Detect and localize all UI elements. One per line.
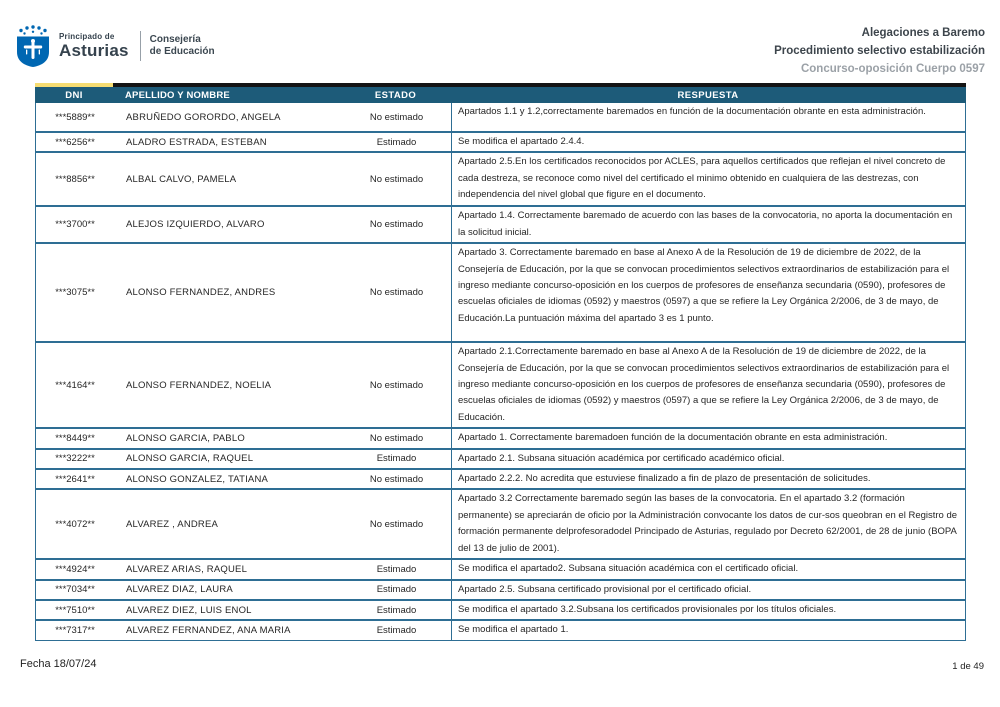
- respuesta-cell: Apartado 1.4. Correctamente baremado de acuerdo con las bases de la convocatoria, no aporta la documentación en la solicitud inicial.: [451, 207, 965, 242]
- estado-cell: Estimado: [376, 625, 417, 637]
- dni-cell: ***7510**: [55, 604, 95, 616]
- table-row: [36, 429, 965, 449]
- table-body: [35, 103, 966, 641]
- dni-cell: ***8449**: [55, 432, 95, 444]
- asturias-logo: [15, 24, 215, 68]
- respuesta-cell: Apartados 1.1 y 1.2,correctamente baremados en función de la documentación obrante en esta administración.: [451, 103, 965, 131]
- nombre-cell: ALONSO GARCIA, PABLO: [126, 432, 245, 444]
- table-row: [36, 153, 965, 207]
- estado-cell: No estimado: [369, 287, 424, 299]
- respuesta-cell: Apartado 2.1.Correctamente baremado en base al Anexo A de la Resolución de 19 de diciembre de 2022, de la Consejería de Educación, por la que se convocan procedimientos selectivos extraordinarios de estabilización para el ingreso mediante concurso-oposición en los cuerpos de profesores de enseñanza secundaria (0590), profesores de escuelas oficiales de idiomas (0592) y maestros (0597) a que se refiere la Ley Orgánica 2/2006, de 3 de mayo, de Educación.: [451, 343, 965, 427]
- dni-cell: ***2641**: [55, 473, 95, 485]
- col-header-respuesta: RESPUESTA: [677, 89, 739, 101]
- col-header-nombre: APELLIDO Y NOMBRE: [125, 89, 230, 101]
- table-row: [36, 343, 965, 429]
- nombre-cell: ALONSO GARCIA, RAQUEL: [126, 453, 254, 465]
- table-top-stripe: [35, 83, 966, 87]
- asturias-shield-icon: [15, 24, 51, 68]
- dni-cell: ***6256**: [55, 136, 95, 148]
- estado-cell: Estimado: [376, 563, 417, 575]
- stripe-yellow: [35, 83, 113, 87]
- nombre-cell: ALONSO FERNANDEZ, ANDRES: [126, 287, 276, 299]
- respuesta-cell: Se modifica el apartado 2.4.4.: [451, 133, 965, 151]
- doc-subtitle-secondary: Concurso-oposición Cuerpo 0597: [800, 63, 985, 75]
- table-row: [36, 490, 965, 560]
- footer-fecha: Fecha 18/07/24: [20, 658, 97, 670]
- respuesta-cell: Apartado 2.5. Subsana certificado provisional por el certificado oficial.: [451, 581, 965, 599]
- estado-cell: Estimado: [376, 584, 417, 596]
- col-header-dni: DNI: [65, 89, 83, 101]
- alegaciones-table: [35, 83, 966, 641]
- table-row: [36, 133, 965, 153]
- nombre-cell: ALVAREZ DIEZ, LUIS ENOL: [126, 604, 252, 616]
- nombre-cell: ABRUÑEDO GORORDO, ANGELA: [126, 111, 281, 123]
- estado-cell: Estimado: [376, 136, 417, 148]
- nombre-cell: ALONSO FERNANDEZ, NOELIA: [126, 379, 272, 391]
- respuesta-cell: Se modifica el apartado 1.: [451, 621, 965, 639]
- col-header-estado: ESTADO: [374, 89, 417, 101]
- stripe-black: [113, 83, 966, 87]
- document-titles: [774, 24, 985, 78]
- dni-cell: ***5889**: [55, 111, 95, 123]
- logo-org-small: Principado de: [59, 32, 115, 41]
- dni-cell: ***8856**: [55, 173, 95, 185]
- respuesta-cell: Apartado 2.2.2. No acredita que estuviese finalizado a fin de plazo de presentación de solicitudes.: [451, 470, 965, 488]
- estado-cell: Estimado: [376, 604, 417, 616]
- estado-cell: No estimado: [369, 518, 424, 530]
- estado-cell: No estimado: [369, 111, 424, 123]
- estado-cell: No estimado: [369, 432, 424, 444]
- doc-title: Alegaciones a Baremo: [861, 27, 985, 39]
- dni-cell: ***4924**: [55, 563, 95, 575]
- estado-cell: Estimado: [376, 453, 417, 465]
- nombre-cell: ALONSO GONZALEZ, TATIANA: [126, 473, 269, 485]
- table-header-row: [35, 87, 966, 103]
- nombre-cell: ALBAL CALVO, PAMELA: [126, 173, 237, 185]
- dni-cell: ***3700**: [55, 219, 95, 231]
- respuesta-cell: Se modifica el apartado2. Subsana situación académica con el certificado oficial.: [451, 560, 965, 578]
- estado-cell: No estimado: [369, 173, 424, 185]
- nombre-cell: ALVAREZ DIAZ, LAURA: [126, 584, 233, 596]
- table-row: [36, 560, 965, 580]
- respuesta-cell: Se modifica el apartado 3.2.Subsana los certificados provisionales por los títulos oficiales.: [451, 601, 965, 619]
- respuesta-cell: Apartado 2.5.En los certificados reconocidos por ACLES, para aquellos certificados que reflejan el nivel concreto de cada destreza, se reconoce como nivel del certificado el minimo obtenido en cualquiera de las destrezas, con independencia del nivel global que figure en el documento.: [451, 153, 965, 205]
- respuesta-cell: Apartado 1. Correctamente baremadoen función de la documentación obrante en esta administración.: [451, 429, 965, 447]
- table-row: [36, 450, 965, 470]
- respuesta-cell: Apartado 3.2 Correctamente baremado según las bases de la convocatoria. En el apartado 3.2 (formación permanente) se apreciarán de oficio por la Administración convocante los datos de cur-sos queobran en el Registro de formación permanente delprofesoradodel Principado de Asturias, regulado por Decreto 62/2001, de 28 de junio (BOPA del 13 de julio de 2001).: [451, 490, 965, 558]
- doc-subtitle: Procedimiento selectivo estabilización: [774, 45, 985, 57]
- estado-cell: No estimado: [369, 379, 424, 391]
- table-row: [36, 470, 965, 490]
- logo-dept-line2: de Educación: [149, 46, 215, 57]
- logo-org-name: Asturias: [59, 41, 129, 60]
- nombre-cell: ALVAREZ ARIAS, RAQUEL: [126, 563, 248, 575]
- table-row: [36, 601, 965, 621]
- respuesta-cell: Apartado 3. Correctamente baremado en base al Anexo A de la Resolución de 19 de diciembre de 2022, de la Consejería de Educación, por la que se convocan procedimientos selectivos extraordinarios de estabilización para el ingreso mediante concurso-oposición en los cuerpos de profesores de enseñanza secundaria (0590), profesores de escuelas oficiales de idiomas (0592) y maestros (0597) a que se refiere la Ley Orgánica 2/2006, de 3 de mayo, de Educación.La puntuación máxima del apartado 3 es 1 punto.: [451, 244, 965, 341]
- footer-page-number: 1 de 49: [952, 661, 984, 672]
- dni-cell: ***4164**: [55, 379, 95, 391]
- table-row: [36, 207, 965, 244]
- dni-cell: ***3075**: [55, 287, 95, 299]
- nombre-cell: ALADRO ESTRADA, ESTEBAN: [126, 136, 267, 148]
- logo-divider: [140, 31, 141, 61]
- estado-cell: No estimado: [369, 219, 424, 231]
- logo-dept-line1: Consejería: [149, 33, 201, 45]
- dni-cell: ***7034**: [55, 584, 95, 596]
- nombre-cell: ALVAREZ FERNANDEZ, ANA MARIA: [126, 625, 291, 637]
- dni-cell: ***7317**: [55, 625, 95, 637]
- table-row: [36, 103, 965, 133]
- table-row: [36, 621, 965, 639]
- nombre-cell: ALEJOS IZQUIERDO, ALVARO: [126, 219, 265, 231]
- dni-cell: ***3222**: [55, 453, 95, 465]
- nombre-cell: ALVAREZ , ANDREA: [126, 518, 219, 530]
- respuesta-cell: Apartado 2.1. Subsana situación académica por certificado académico oficial.: [451, 450, 965, 468]
- table-row: [36, 581, 965, 601]
- dni-cell: ***4072**: [55, 518, 95, 530]
- table-row: [36, 244, 965, 343]
- estado-cell: No estimado: [369, 473, 424, 485]
